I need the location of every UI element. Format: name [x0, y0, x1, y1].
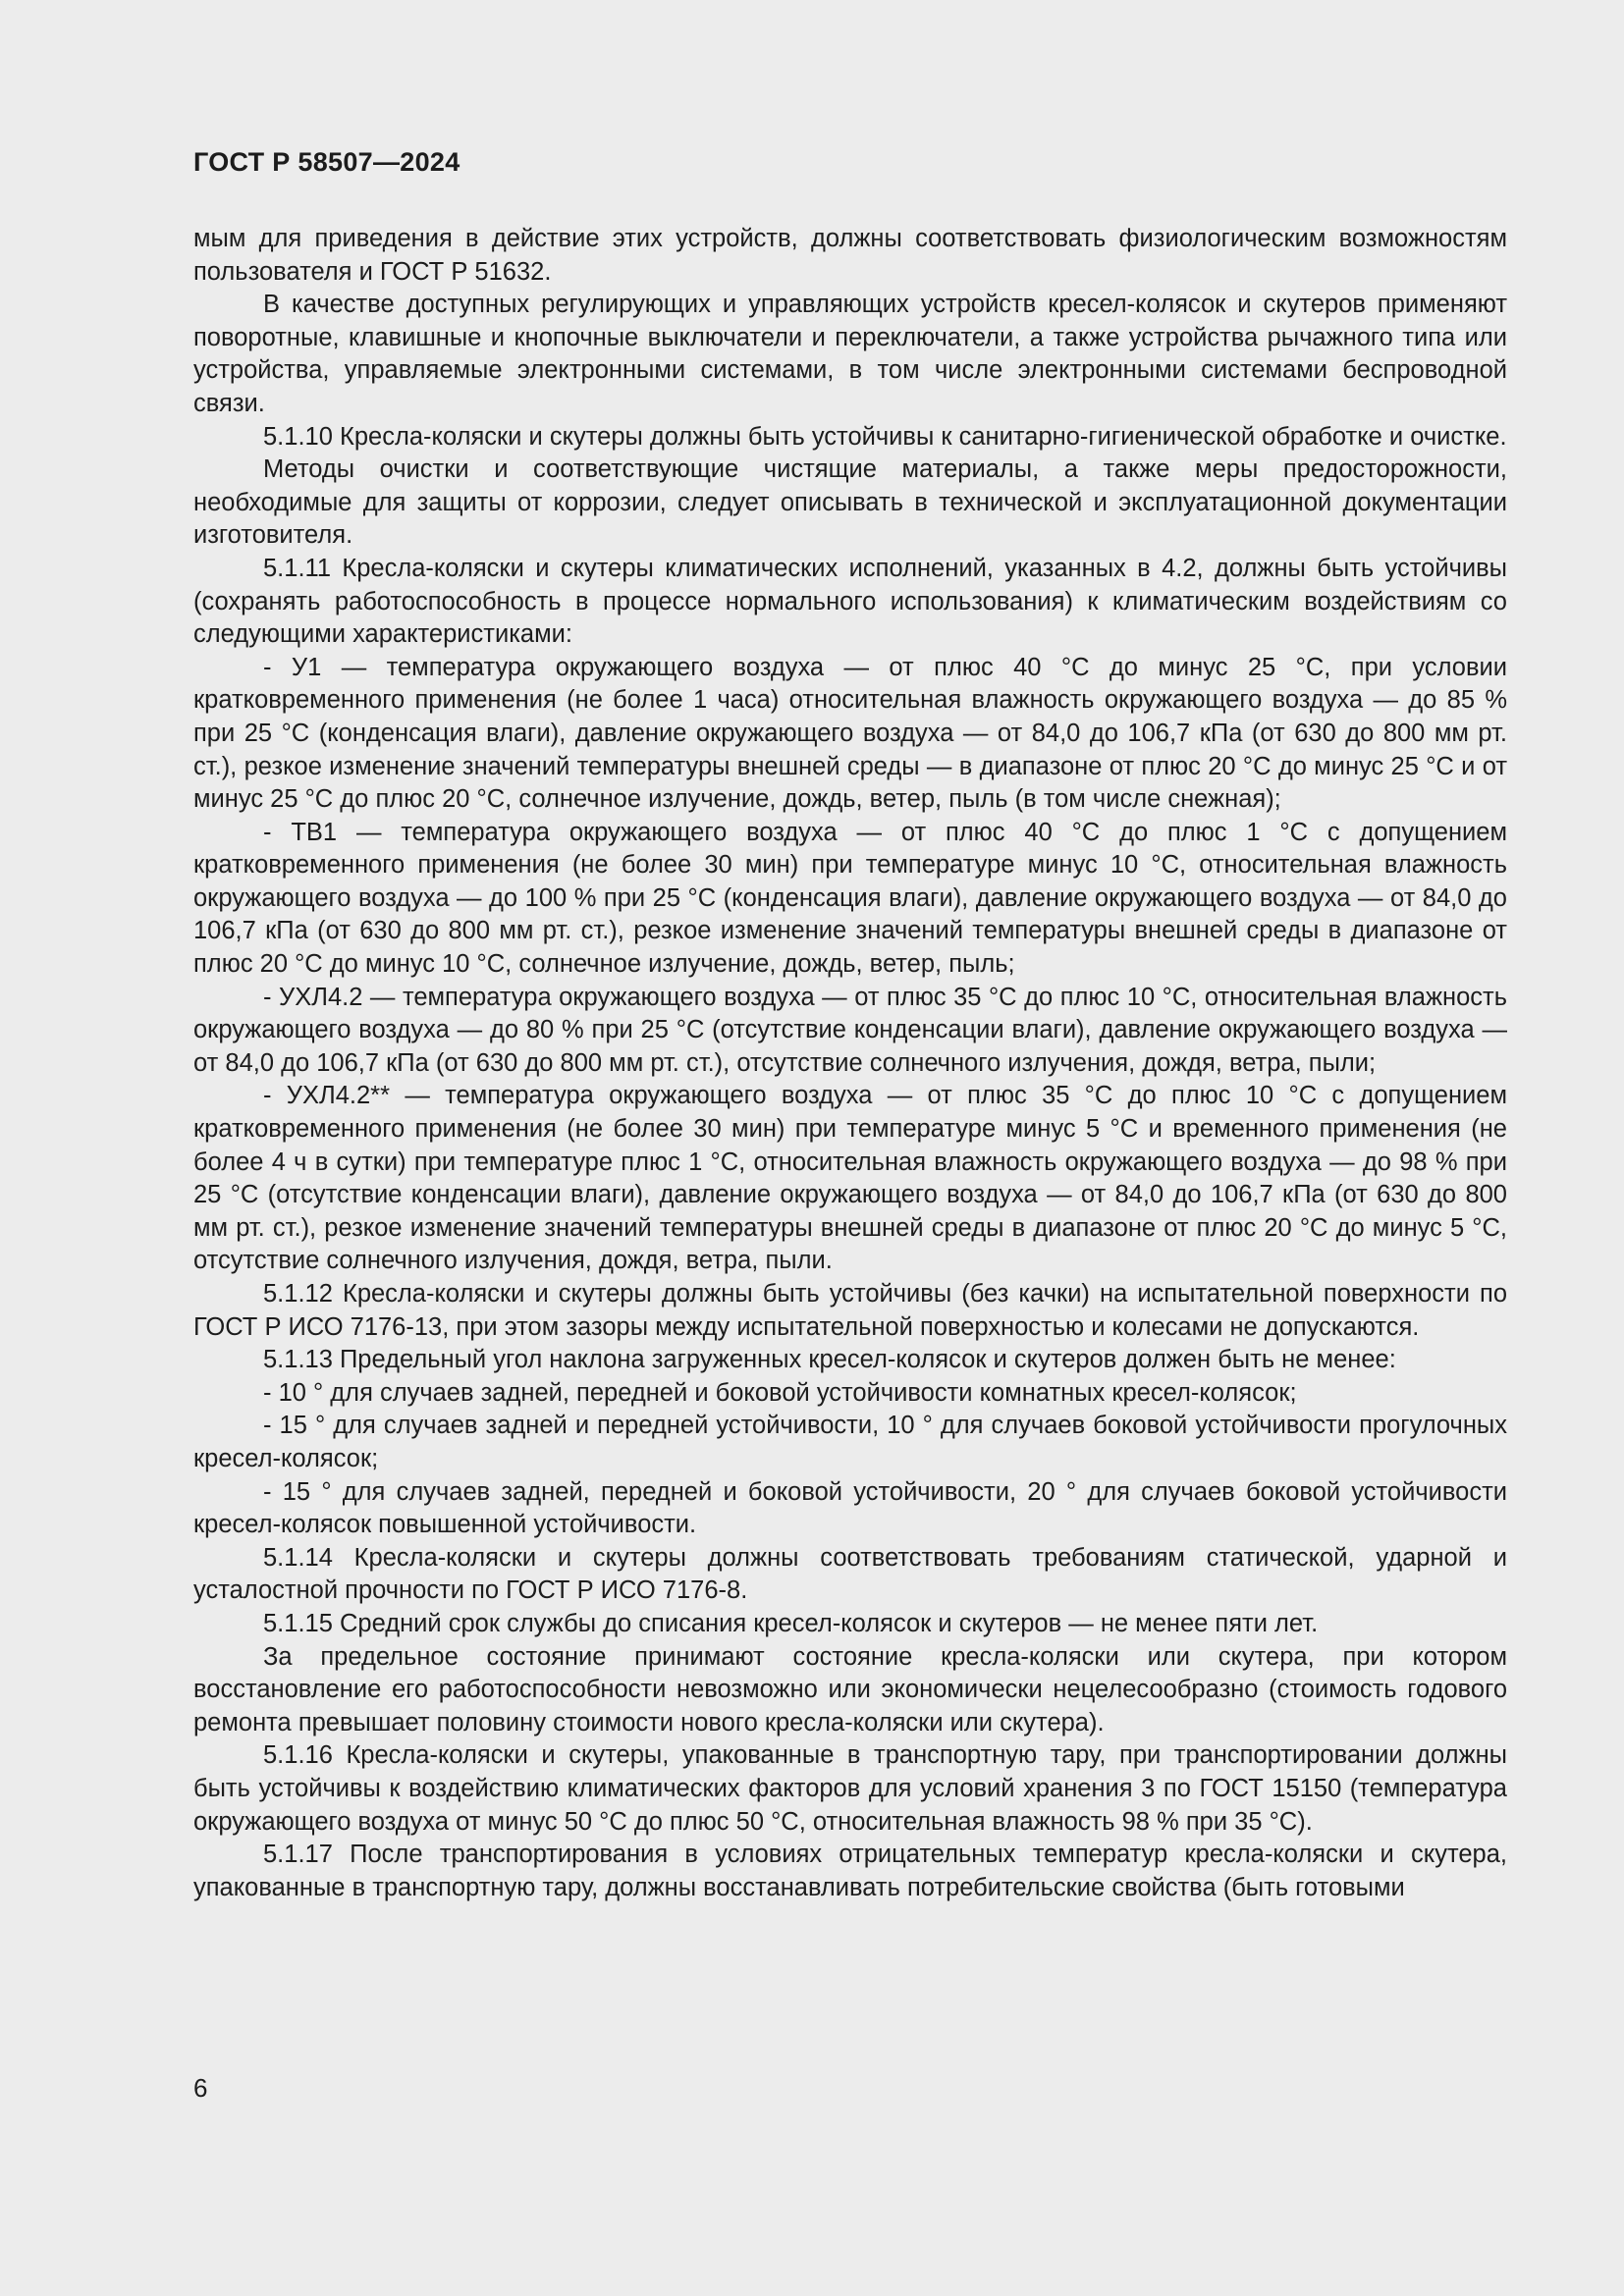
- paragraph: 5.1.16 Кресла-коляски и скутеры, упакованные в транспортную тару, при транспортировании должны быть устойчивы к воздействию климатических факторов для условий хранения 3 по ГОСТ 15150 (температура окружающего воздуха от минус 50 °С до плюс 50 °С, относительная влажность 98 % при 35 °С).: [193, 1741, 1507, 1836]
- list-item: - 15 ° для случаев задней и передней устойчивости, 10 ° для случаев боковой устойчивости прогулочных кресел-колясок;: [193, 1412, 1507, 1472]
- list-item: - УХЛ4.2** — температура окружающего воздуха — от плюс 35 °С до плюс 10 °С с допущением кратковременного применения (не более 30 мин) при температуре минус 5 °С и временного применения (не более 4 ч в сутки) при температуре плюс 1 °С, относительная влажность окружающего воздуха — до 98 % при 25 °С (отсутствие конденсации влаги), давление окружающего воздуха — от 84,0 до 106,7 кПа (от 630 до 800 мм рт. ст.), резкое изменение значений температуры внешней среды в диапазоне от плюс 20 °С до минус 5 °С, отсутствие солнечного излучения, дождя, ветра, пыли.: [193, 1082, 1507, 1275]
- list-item: - 10 ° для случаев задней, передней и боковой устойчивости комнатных кресел-колясок;: [263, 1378, 1297, 1407]
- list-item: - УХЛ4.2 — температура окружающего воздуха — от плюс 35 °С до плюс 10 °С, относительная влажность окружающего воздуха — до 80 % при 25 °С (отсутствие конденсации влаги), давление окружающего воздуха — от 84,0 до 106,7 кПа (от 630 до 800 мм рт. ст.), отсутствие солнечного излучения, дождя, ветра, пыли;: [193, 983, 1507, 1077]
- list-item: - У1 — температура окружающего воздуха — от плюс 40 °С до минус 25 °С, при условии кратковременного применения (не более 1 часа) относительная влажность окружающего воздуха — до 85 % при 25 °С (конденсация влаги), давление окружающего воздуха — от 84,0 до 106,7 кПа (от 630 до 800 мм рт. ст.), резкое изменение значений температуры внешней среды — в диапазоне от плюс 20 °С до минус 25 °С и от минус 25 °С до плюс 20 °С, солнечное излучение, дождь, ветер, пыль (в том числе снежная);: [193, 653, 1507, 814]
- document-body: [193, 223, 1507, 1904]
- paragraph: 5.1.12 Кресла-коляски и скутеры должны быть устойчивы (без качки) на испытательной поверхности по ГОСТ Р ИСО 7176-13, при этом зазоры между испытательной поверхностью и колесами не допускаются.: [193, 1280, 1507, 1341]
- paragraph: 5.1.11 Кресла-коляски и скутеры климатических исполнений, указанных в 4.2, должны быть устойчивы (сохранять работоспособность в процессе нормального использования) к климатическим воздействиям со следующими характеристиками:: [193, 554, 1507, 649]
- paragraph: 5.1.10 Кресла-коляски и скутеры должны быть устойчивы к санитарно-гигиенической обработке и очистке.: [263, 422, 1507, 451]
- paragraph: Методы очистки и соответствующие чистящие материалы, а также меры предосторожности, необходимые для защиты от коррозии, следует описывать в технической и эксплуатационной документации изготовителя.: [193, 455, 1507, 550]
- paragraph: За предельное состояние принимают состояние кресла-коляски или скутера, при котором восстановление его работоспособности невозможно или экономически нецелесообразно (стоимость годового ремонта превышает половину стоимости нового кресла-коляски или скутера).: [193, 1642, 1507, 1736]
- paragraph: 5.1.14 Кресла-коляски и скутеры должны соответствовать требованиям статической, ударной и усталостной прочности по ГОСТ Р ИСО 7176-8.: [193, 1543, 1507, 1605]
- page-number: 6: [193, 2073, 208, 2103]
- paragraph: мым для приведения в действие этих устройств, должны соответствовать физиологическим возможностям пользователя и ГОСТ Р 51632.: [193, 225, 1507, 286]
- paragraph: В качестве доступных регулирующих и управляющих устройств кресел-колясок и скутеров применяют поворотные, клавишные и кнопочные выключатели и переключатели, а также устройства рычажного типа или устройства, управляемые электронными системами, в том числе электронными системами беспроводной связи.: [193, 291, 1507, 417]
- list-item: - 15 ° для случаев задней, передней и боковой устойчивости, 20 ° для случаев боковой устойчивости кресел-колясок повышенной устойчивости.: [193, 1477, 1507, 1539]
- list-item: - ТВ1 — температура окружающего воздуха — от плюс 40 °С до плюс 1 °С с допущением кратковременного применения (не более 30 мин) при температуре минус 10 °С, относительная влажность окружающего воздуха — до 100 % при 25 °С (конденсация влаги), давление окружающего воздуха — от 84,0 до 106,7 кПа (от 630 до 800 мм рт. ст.), резкое изменение значений температуры внешней среды в диапазоне от плюс 20 °С до минус 10 °С, солнечное излучение, дождь, ветер, пыль;: [193, 818, 1507, 979]
- paragraph: 5.1.17 После транспортирования в условиях отрицательных температур кресла-коляски и скутера, упакованные в транспортную тару, должны восстанавливать потребительские свойства (быть готовыми: [193, 1841, 1507, 1901]
- document-header: ГОСТ Р 58507—2024: [193, 147, 460, 177]
- paragraph: 5.1.15 Средний срок службы до списания кресел-колясок и скутеров — не менее пяти лет.: [263, 1609, 1319, 1637]
- paragraph: 5.1.13 Предельный угол наклона загруженных кресел-колясок и скутеров должен быть не менее:: [263, 1346, 1396, 1374]
